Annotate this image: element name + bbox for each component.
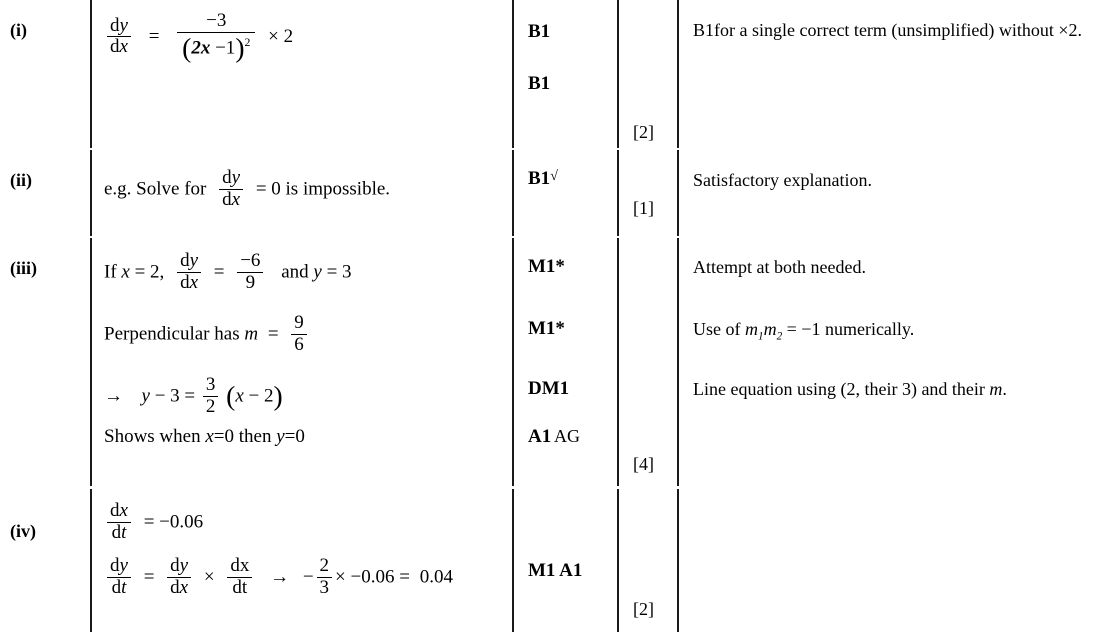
- working-line: [104, 169, 390, 211]
- dy-dx-fraction: $\frac{dy}{dx}$: [167, 556, 191, 598]
- perpendicular-text: Perpendicular has: [104, 323, 240, 345]
- working-line: [104, 502, 203, 544]
- note-text: Satisfactory explanation.: [693, 170, 872, 190]
- equals-sign: =: [267, 323, 279, 345]
- dy-dx-fraction: $\frac{dy}{dx}$: [107, 16, 131, 58]
- working-cell: [92, 150, 512, 236]
- perpendicular-gradient-fraction: $\frac{9}{6}$: [291, 313, 307, 355]
- notes-cell: [679, 238, 1100, 486]
- mark-cell: [514, 489, 617, 632]
- note-text: B1for a single correct term (unsimplified) without ×2.: [693, 20, 1083, 40]
- part-label: (i): [10, 20, 27, 40]
- mark-code: B1√: [528, 168, 558, 189]
- working-line: If x = 2, $\frac{dy}{dx}$ = $\frac{-6}{9}$ and y = 3: [104, 250, 352, 293]
- mark-code: B1: [528, 73, 551, 94]
- mark-code: M1*: [528, 318, 565, 339]
- ag-annotation: AG: [554, 426, 580, 446]
- working-line: [104, 557, 453, 599]
- mark-code: A1: [528, 426, 552, 447]
- working-line: [104, 12, 293, 63]
- part-label-cell: [0, 238, 90, 486]
- equals-sign: =: [143, 566, 155, 588]
- total-marks: [1]: [633, 198, 654, 218]
- working-line: Perpendicular has m = $\frac{9}{6}$: [104, 314, 310, 356]
- implies-arrow: →: [104, 385, 122, 407]
- dy-dx-fraction: $\frac{dy}{dx}$: [177, 251, 201, 293]
- tick-icon: √: [550, 169, 558, 184]
- solve-suffix: = 0 is impossible.: [255, 178, 391, 200]
- equals-sign: =: [213, 261, 225, 283]
- notes-cell: [679, 150, 1100, 236]
- total-marks: [2]: [633, 599, 654, 619]
- working-cell: [92, 489, 512, 632]
- slope-fraction: $\frac{3}{2}$: [203, 375, 219, 417]
- dx-dt-fraction: $\frac{dx}{dt}$: [227, 556, 252, 598]
- result-value: 0.04: [419, 566, 453, 588]
- gradient-fraction: $\frac{-6}{9}$: [237, 251, 263, 293]
- note-text: Use of $m_1m_2 = -1$ numerically.: [693, 319, 915, 343]
- line-equation-lhs: − 3 =: [154, 385, 196, 407]
- part-label: (iii): [10, 258, 37, 278]
- total-cell: [619, 0, 677, 148]
- x-value: = 2,: [134, 261, 165, 283]
- equals-sign: =: [148, 26, 160, 47]
- part-label-cell: [0, 150, 90, 236]
- solve-prefix: e.g. Solve for: [104, 178, 207, 200]
- times-sign: ×: [203, 566, 215, 588]
- part-label: (iv): [10, 521, 36, 541]
- total-cell: [619, 489, 677, 632]
- note-text: Attempt at both needed.: [693, 257, 866, 277]
- part-label-cell: [0, 489, 90, 632]
- table-row: [0, 489, 1100, 632]
- implies-arrow: →: [270, 566, 289, 588]
- and-text: and: [281, 261, 309, 283]
- dx-dt-fraction: $\frac{dx}{dt}$: [107, 501, 131, 543]
- table-row: [0, 150, 1100, 236]
- dy-dt-fraction: $\frac{dy}{dt}$: [107, 556, 131, 598]
- dy-dx-fraction: $\frac{dy}{dx}$: [219, 168, 243, 210]
- total-marks: [4]: [633, 454, 654, 474]
- minus-sign: −: [302, 566, 314, 588]
- two-thirds-fraction: $\frac{2}{3}$: [317, 556, 333, 598]
- working-line: Shows when x=0 then y=0: [104, 426, 305, 447]
- times-two: × 2: [268, 26, 294, 47]
- notes-cell: [679, 489, 1100, 632]
- total-cell: [619, 150, 677, 236]
- mark-code: B1: [528, 21, 551, 42]
- if-text: If: [104, 261, 117, 283]
- working-cell: [92, 0, 512, 148]
- mark-cell: [514, 238, 617, 486]
- table-row: [0, 0, 1100, 148]
- table-row: [0, 238, 1100, 486]
- mark-code: DM1: [528, 378, 570, 399]
- total-cell: [619, 238, 677, 486]
- total-marks: [2]: [633, 122, 654, 142]
- main-fraction: $\frac{-3}{(2x -1)^2}$: [177, 11, 255, 62]
- mark-cell: [514, 150, 617, 236]
- mark-cell: [514, 0, 617, 148]
- part-label-cell: [0, 0, 90, 148]
- working-line: → y − 3 = $\frac{3}{2}$ (x − 2): [104, 374, 283, 417]
- note-text: Line equation using (2, their 3) and their m.: [693, 379, 1007, 399]
- shows-text: Shows when: [104, 426, 201, 447]
- mark-code: M1*: [528, 256, 565, 277]
- computation-tail: × −0.06 =: [335, 566, 410, 588]
- y-value: = 3: [326, 261, 352, 283]
- part-label: (ii): [10, 170, 32, 190]
- dx-dt-value: = −0.06: [143, 511, 204, 533]
- notes-cell: [679, 0, 1100, 148]
- mark-code: M1 A1: [528, 560, 583, 581]
